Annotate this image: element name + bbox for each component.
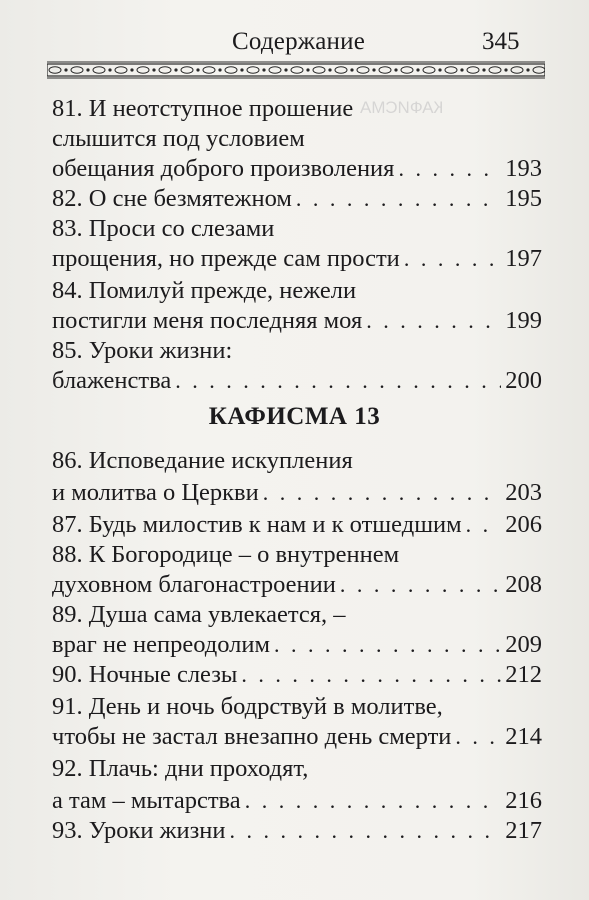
toc-entry-title: и молитва о Церкви	[52, 479, 259, 506]
toc-entry-88[interactable]	[52, 570, 542, 600]
toc-page-number: 199	[505, 307, 542, 334]
bleed-through-text: КАФИСМА	[360, 98, 444, 117]
dot-leader	[340, 570, 501, 600]
toc-entry-85[interactable]	[52, 366, 542, 396]
toc-entry-82[interactable]	[52, 184, 542, 214]
dot-leader	[466, 510, 502, 540]
toc-entry-84-line-1: 84. Помилуй прежде, нежели	[52, 277, 357, 304]
toc-page-number: 203	[505, 479, 542, 506]
toc-page-number: 209	[505, 631, 542, 658]
section-heading: КАФИСМА 13	[208, 403, 381, 430]
toc-page-number: 197	[505, 245, 542, 272]
toc-entry-title: чтобы не застал внезапно день смерти	[52, 723, 452, 750]
toc-entry-91[interactable]	[52, 722, 542, 752]
toc-entry-title: блаженства	[52, 367, 172, 394]
toc-entry-89[interactable]	[52, 630, 542, 660]
toc-page-number: 217	[505, 817, 542, 844]
dot-leader	[455, 722, 501, 752]
toc-page-number: 200	[505, 367, 542, 394]
dot-leader	[175, 366, 501, 396]
toc-entry-91-line-1: 91. День и ночь бодрствуй в молитве,	[52, 693, 443, 720]
toc-entry-84[interactable]	[52, 306, 542, 336]
toc-entry-83-line-1: 83. Проси со слезами	[52, 215, 275, 242]
toc-entry-87[interactable]	[52, 510, 542, 540]
toc-entry-81[interactable]	[52, 154, 542, 184]
toc-page-number: 208	[505, 571, 542, 598]
toc-entry-title: 93. Уроки жизни	[52, 817, 226, 844]
toc-page-number: 214	[505, 723, 542, 750]
toc-entry-83[interactable]	[52, 244, 542, 274]
toc-page-number: 212	[505, 661, 542, 688]
toc-entry-title: постигли меня последняя моя	[52, 307, 363, 334]
toc-entry-88-line-1: 88. К Богородице – о внутреннем	[52, 541, 400, 568]
dot-leader	[366, 306, 501, 336]
toc-page-number: 216	[505, 787, 542, 814]
dot-leader	[230, 816, 502, 846]
dot-leader	[296, 184, 501, 214]
dot-leader	[245, 786, 502, 816]
toc-entry-title: а там – мытарства	[52, 787, 241, 814]
toc-entry-title: духовном благонастроении	[52, 571, 336, 598]
dot-leader	[398, 154, 501, 184]
toc-page-number: 193	[505, 155, 542, 182]
toc-entry-81-line-1: 81. И неотступное прошение	[52, 95, 354, 122]
toc-entry-85-line-1: 85. Уроки жизни:	[52, 337, 233, 364]
running-title: Содержание	[232, 28, 365, 55]
toc-page-number: 195	[505, 185, 542, 212]
toc-entry-86[interactable]	[52, 478, 542, 508]
toc-entry-81-line-2: слышится под условием	[52, 125, 305, 152]
dot-leader	[274, 630, 501, 660]
toc-entry-92[interactable]	[52, 786, 542, 816]
dot-leader	[404, 244, 501, 274]
toc-entry-title: обещания доброго произволения	[52, 155, 395, 182]
dot-leader	[241, 660, 501, 690]
toc-entry-title: прощения, но прежде сам прости	[52, 245, 400, 272]
toc-entry-92-line-1: 92. Плачь: дни проходят,	[52, 755, 309, 782]
toc-entry-86-line-1: 86. Исповедание искупления	[52, 447, 353, 474]
toc-entry-title: 82. О сне безмятежном	[52, 185, 292, 212]
dot-leader	[263, 478, 502, 508]
page-number: 345	[482, 28, 520, 55]
toc-entry-title: враг не непреодолим	[52, 631, 270, 658]
toc-entry-title: 87. Будь милостив к нам и к отшедшим	[52, 511, 462, 538]
decorative-ornament-border	[47, 61, 545, 79]
toc-entry-90[interactable]	[52, 660, 542, 690]
toc-entry-title: 90. Ночные слезы	[52, 661, 238, 688]
toc-entry-89-line-1: 89. Душа сама увлекается, –	[52, 601, 346, 628]
toc-entry-93[interactable]	[52, 816, 542, 846]
toc-page-number: 206	[505, 511, 542, 538]
